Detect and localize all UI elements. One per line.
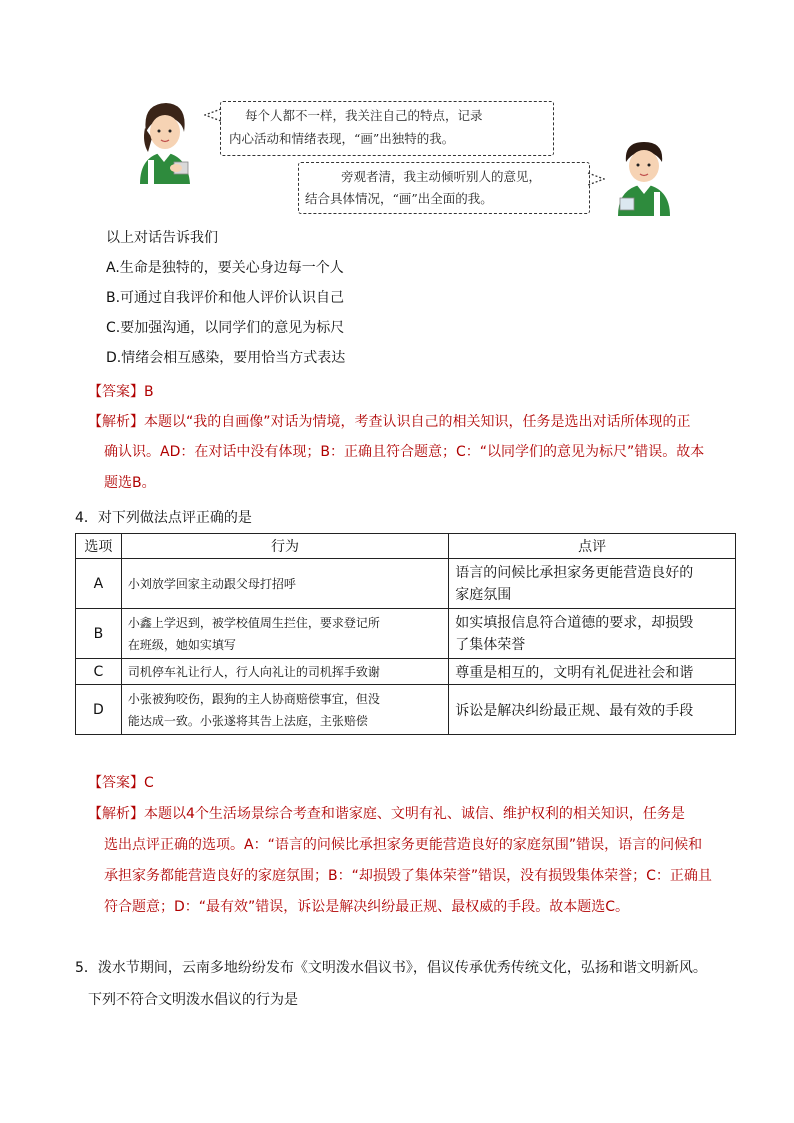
- row-option: D: [76, 685, 122, 735]
- boy-speech-line: 旁观者清，我主动倾听别人的意见，: [341, 169, 542, 184]
- girl-bubble-pointer: [204, 108, 222, 122]
- answer-3: [88, 382, 154, 402]
- row-action: 司机停车礼让行人，行人向礼让的司机挥手致谢: [121, 659, 448, 685]
- evaluation-table: [75, 533, 736, 735]
- row-option: A: [76, 559, 122, 609]
- table-row: [76, 685, 736, 735]
- analysis-4-line: 【解析】本题以4个生活场景综合考查和谐家庭、文明有礼、诚信、维护权利的相关知识，任务是: [88, 806, 685, 822]
- row-option: B: [76, 609, 122, 659]
- girl-speech-bubble: [220, 101, 554, 156]
- analysis-label: 【解析】: [88, 806, 144, 822]
- row-comment: 如实填报信息符合道德的要求，却损毁 了集体荣誉: [449, 609, 736, 659]
- question-4-stem: 4．对下列做法点评正确的是: [75, 510, 252, 526]
- option-b: B.可通过自我评价和他人评价认识自己: [106, 290, 345, 306]
- answer-label: 【答案】: [88, 775, 144, 791]
- question-3-stem: 以上对话告诉我们: [106, 230, 218, 246]
- row-comment: 诉讼是解决纠纷最正规、最有效的手段: [449, 685, 736, 735]
- analysis-label: 【解析】: [88, 414, 144, 430]
- table-row: [76, 609, 736, 659]
- boy-student-illustration: [608, 136, 680, 216]
- boy-speech-line: 结合具体情况，“画”出全面的我。: [305, 191, 493, 206]
- answer-4: [88, 773, 154, 793]
- question-5-stem: 下列不符合文明泼水倡议的行为是: [88, 992, 298, 1008]
- answer-label: 【答案】: [88, 384, 144, 400]
- answer-value: B: [144, 384, 154, 400]
- row-action: 小鑫上学迟到，被学校值周生拦住，要求登记所 在班级，她如实填写: [121, 609, 448, 659]
- table-row: [76, 659, 736, 685]
- row-option: C: [76, 659, 122, 685]
- boy-bubble-pointer: [587, 172, 605, 186]
- header-option: 选项: [76, 534, 122, 559]
- analysis-3-line: 确认识。AD：在对话中没有体现；B：正确且符合题意；C：“以同学们的意见为标尺”错误。故本: [104, 444, 705, 460]
- analysis-4-line: 承担家务都能营造良好的家庭氛围；B：“却损毁了集体荣誉”错误，没有损毁集体荣誉；C：正确且: [104, 868, 712, 884]
- option-c: C.要加强沟通，以同学们的意见为标尺: [106, 320, 345, 336]
- analysis-4-line: 符合题意；D：“最有效”错误，诉讼是解决纠纷最正规、最权威的手段。故本题选C。: [104, 899, 630, 915]
- table-header-row: [76, 534, 736, 559]
- header-comment: 点评: [449, 534, 736, 559]
- girl-student-illustration: [132, 98, 204, 184]
- girl-speech-line: 内心活动和情绪表现，“画”出独特的我。: [229, 131, 455, 146]
- table-row: [76, 559, 736, 609]
- option-a: A.生命是独特的，要关心身边每一个人: [106, 260, 344, 276]
- analysis-3-line: 【解析】本题以“我的自画像”对话为情境，考查认识自己的相关知识，任务是选出对话所体现的正: [88, 414, 691, 430]
- row-action: 小刘放学回家主动跟父母打招呼: [121, 559, 448, 609]
- row-action: 小张被狗咬伤，跟狗的主人协商赔偿事宜，但没 能达成一致。小张遂将其告上法庭，主张赔偿: [121, 685, 448, 735]
- analysis-3-line: 题选B。: [104, 475, 156, 491]
- header-action: 行为: [121, 534, 448, 559]
- row-comment: 尊重是相互的，文明有礼促进社会和谐: [449, 659, 736, 685]
- option-d: D.情绪会相互感染，要用恰当方式表达: [106, 350, 346, 366]
- girl-speech-line: 每个人都不一样，我关注自己的特点，记录: [245, 108, 483, 123]
- row-comment: 语言的问候比承担家务更能营造良好的 家庭氛围: [449, 559, 736, 609]
- question-5-stem: 5．泼水节期间，云南多地纷纷发布《文明泼水倡议书》，倡议传承优秀传统文化，弘扬和谐文明新风。: [75, 960, 707, 976]
- analysis-4-line: 选出点评正确的选项。A：“语言的问候比承担家务更能营造良好的家庭氛围”错误，语言的问候和: [104, 837, 703, 853]
- answer-value: C: [144, 775, 154, 791]
- boy-speech-bubble: [298, 162, 590, 214]
